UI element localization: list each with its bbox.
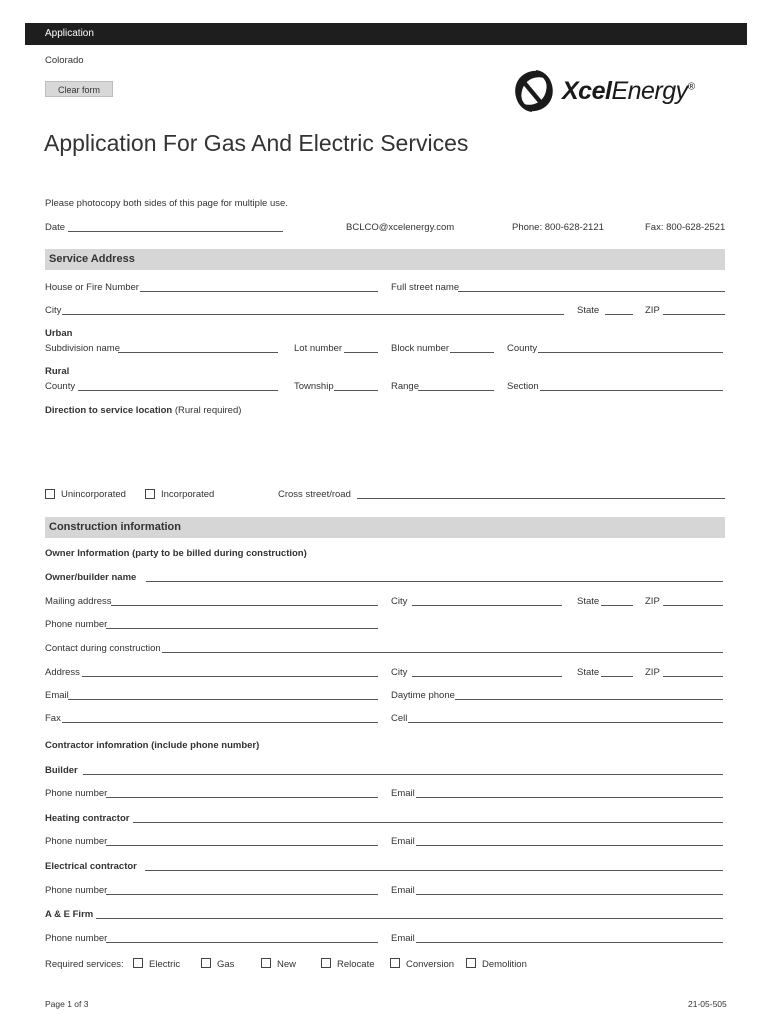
email-field[interactable] bbox=[68, 699, 378, 700]
urban-label: Urban bbox=[45, 328, 73, 339]
street-label: Full street name bbox=[391, 282, 460, 293]
direction-label bbox=[45, 405, 241, 416]
ae-email-field[interactable] bbox=[416, 942, 723, 943]
mailing-city-label: City bbox=[391, 596, 408, 607]
required-services-label: Required services: bbox=[45, 959, 124, 970]
builder-phone-field[interactable] bbox=[106, 797, 378, 798]
address-city-field[interactable] bbox=[412, 676, 562, 677]
new-label: New bbox=[277, 959, 297, 970]
contact-email: BCLCO@xcelenergy.com bbox=[346, 222, 455, 233]
block-label: Block number bbox=[391, 343, 450, 354]
electrical-field[interactable] bbox=[145, 870, 723, 871]
heating-phone-field[interactable] bbox=[106, 845, 378, 846]
electric-checkbox[interactable] bbox=[133, 958, 143, 968]
zip-label: ZIP bbox=[645, 305, 660, 316]
electrical-email-field[interactable] bbox=[416, 894, 723, 895]
conversion-label: Conversion bbox=[406, 959, 455, 970]
cross-street-field[interactable] bbox=[357, 498, 725, 499]
cross-street-label: Cross street/road bbox=[278, 489, 351, 500]
cell-label: Cell bbox=[391, 713, 408, 724]
top-bar bbox=[25, 23, 747, 45]
date-field[interactable] bbox=[68, 231, 283, 232]
rural-county-field[interactable] bbox=[78, 390, 278, 391]
state-label: Colorado bbox=[45, 55, 84, 66]
subdivision-field[interactable] bbox=[118, 352, 278, 353]
contact-construction-field[interactable] bbox=[162, 652, 723, 653]
relocate-label: Relocate bbox=[337, 959, 375, 970]
owner-info-label: Owner Information (party to be billed during construction) bbox=[45, 548, 307, 559]
fax-label: Fax bbox=[45, 713, 61, 724]
rural-county-label: County bbox=[45, 381, 76, 392]
ae-email-label: Email bbox=[391, 933, 415, 944]
section-construction bbox=[45, 517, 725, 538]
daytime-field[interactable] bbox=[455, 699, 723, 700]
bar-label: Application bbox=[45, 28, 94, 39]
unincorporated-label: Unincorporated bbox=[61, 489, 126, 500]
range-label: Range bbox=[391, 381, 419, 392]
address-city-label: City bbox=[391, 667, 408, 678]
heating-field[interactable] bbox=[133, 822, 723, 823]
city-label: City bbox=[45, 305, 62, 316]
photocopy-note: Please photocopy both sides of this page for multiple use. bbox=[45, 198, 288, 209]
incorporated-label: Incorporated bbox=[161, 489, 215, 500]
ae-phone-field[interactable] bbox=[106, 942, 378, 943]
township-label: Township bbox=[294, 381, 334, 392]
heating-email-field[interactable] bbox=[416, 845, 723, 846]
address-field[interactable] bbox=[82, 676, 378, 677]
address-state-label: State bbox=[577, 667, 600, 678]
demolition-checkbox[interactable] bbox=[466, 958, 476, 968]
section-service-address bbox=[45, 249, 725, 270]
owner-phone-field[interactable] bbox=[106, 628, 378, 629]
date-label: Date bbox=[45, 222, 66, 233]
section-label: Section bbox=[507, 381, 539, 392]
form-code: 21-05-505 bbox=[688, 999, 727, 1009]
state-label-svc: State bbox=[577, 305, 600, 316]
mailing-field[interactable] bbox=[111, 605, 378, 606]
electrical-label: Electrical contractor bbox=[45, 861, 137, 872]
builder-field[interactable] bbox=[83, 774, 723, 775]
mailing-zip-field[interactable] bbox=[663, 605, 723, 606]
section-heading: Construction information bbox=[49, 521, 181, 533]
builder-email-label: Email bbox=[391, 788, 415, 799]
ae-label: A & E Firm bbox=[45, 909, 94, 920]
electrical-phone-label: Phone number bbox=[45, 885, 108, 896]
logo-text-xcel: Xcel bbox=[562, 77, 612, 105]
owner-name-label: Owner/builder name bbox=[45, 572, 137, 583]
contact-phone: Phone: 800-628-2121 bbox=[512, 222, 604, 233]
section-field[interactable] bbox=[540, 390, 723, 391]
builder-phone-label: Phone number bbox=[45, 788, 108, 799]
heating-phone-label: Phone number bbox=[45, 836, 108, 847]
builder-email-field[interactable] bbox=[416, 797, 723, 798]
address-zip-label: ZIP bbox=[645, 667, 660, 678]
mailing-state-label: State bbox=[577, 596, 600, 607]
logo-reg: ® bbox=[687, 81, 695, 93]
county-field[interactable] bbox=[538, 352, 723, 353]
lot-field[interactable] bbox=[344, 352, 378, 353]
street-field[interactable] bbox=[458, 291, 725, 292]
incorporated-checkbox[interactable] bbox=[145, 489, 155, 499]
subdivision-label: Subdivision name bbox=[45, 343, 120, 354]
electrical-phone-field[interactable] bbox=[106, 894, 378, 895]
range-field[interactable] bbox=[418, 390, 494, 391]
gas-label: Gas bbox=[217, 959, 235, 970]
township-field[interactable] bbox=[334, 390, 378, 391]
xcel-swirl-icon bbox=[510, 67, 558, 115]
owner-phone-label: Phone number bbox=[45, 619, 108, 630]
relocate-checkbox[interactable] bbox=[321, 958, 331, 968]
cell-field[interactable] bbox=[408, 722, 723, 723]
builder-label: Builder bbox=[45, 765, 78, 776]
block-field[interactable] bbox=[450, 352, 494, 353]
email-label: Email bbox=[45, 690, 69, 701]
fax-field[interactable] bbox=[62, 722, 378, 723]
demolition-label: Demolition bbox=[482, 959, 527, 970]
clear-form-button[interactable]: Clear form bbox=[45, 81, 113, 97]
unincorporated-checkbox[interactable] bbox=[45, 489, 55, 499]
lot-label: Lot number bbox=[294, 343, 343, 354]
contact-construction-label: Contact during construction bbox=[45, 643, 161, 654]
direction-text: Direction to service location bbox=[45, 405, 173, 416]
heating-email-label: Email bbox=[391, 836, 415, 847]
zip-field[interactable] bbox=[663, 314, 725, 315]
electrical-email-label: Email bbox=[391, 885, 415, 896]
section-heading: Service Address bbox=[49, 253, 135, 265]
state-field[interactable] bbox=[605, 314, 633, 315]
logo-text-energy: Energy bbox=[611, 77, 688, 105]
mailing-state-field[interactable] bbox=[601, 605, 633, 606]
house-label: House or Fire Number bbox=[45, 282, 139, 293]
mailing-label: Mailing address bbox=[45, 596, 112, 607]
contact-fax: Fax: 800-628-2521 bbox=[645, 222, 726, 233]
page-title: Application For Gas And Electric Services bbox=[44, 130, 469, 156]
gas-checkbox[interactable] bbox=[201, 958, 211, 968]
daytime-label: Daytime phone bbox=[391, 690, 455, 701]
new-checkbox[interactable] bbox=[261, 958, 271, 968]
direction-note: (Rural required) bbox=[174, 405, 242, 416]
house-field[interactable] bbox=[140, 291, 378, 292]
ae-phone-label: Phone number bbox=[45, 933, 108, 944]
mailing-city-field[interactable] bbox=[412, 605, 562, 606]
city-field[interactable] bbox=[62, 314, 564, 315]
rural-label: Rural bbox=[45, 366, 70, 377]
ae-field[interactable] bbox=[96, 918, 723, 919]
mailing-zip-label: ZIP bbox=[645, 596, 660, 607]
electric-label: Electric bbox=[149, 959, 181, 970]
heating-label: Heating contractor bbox=[45, 813, 130, 824]
owner-name-field[interactable] bbox=[146, 581, 723, 582]
page-number: Page 1 of 3 bbox=[45, 999, 89, 1009]
xcel-energy-logo bbox=[510, 67, 730, 117]
address-label: Address bbox=[45, 667, 80, 678]
address-state-field[interactable] bbox=[601, 676, 633, 677]
contractor-label: Contractor infomration (include phone number) bbox=[45, 740, 260, 751]
county-label: County bbox=[507, 343, 538, 354]
conversion-checkbox[interactable] bbox=[390, 958, 400, 968]
address-zip-field[interactable] bbox=[663, 676, 723, 677]
